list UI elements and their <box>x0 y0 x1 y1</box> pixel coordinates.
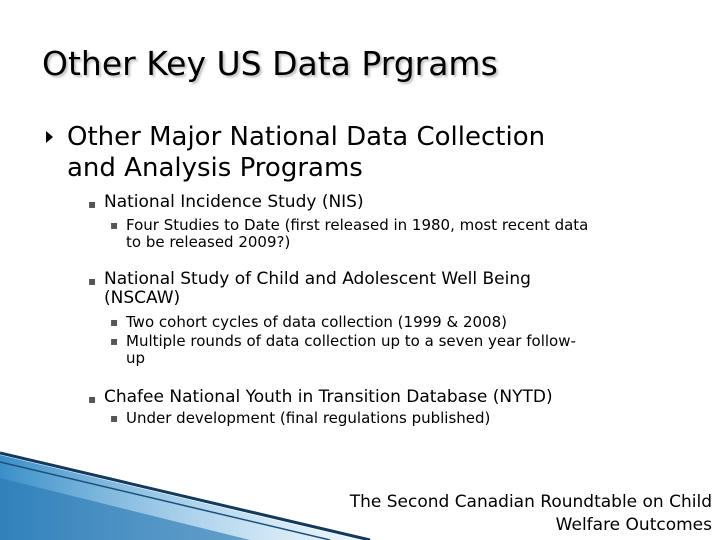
arrow-bullet-icon <box>46 131 53 143</box>
sub-bullet-nscaw <box>88 270 688 308</box>
item-line-2: up <box>126 349 146 367</box>
bullet-dot-icon: ▪ <box>88 274 97 288</box>
bullet-dot-icon: ▪ <box>88 197 97 211</box>
sub-bullet-nytd <box>88 388 688 407</box>
footer-line-2: Welfare Outcomes <box>555 515 712 535</box>
main-bullet-line-2: and Analysis Programs <box>67 153 363 183</box>
sub-sub-bullet-rounds <box>110 333 700 367</box>
item-text: Under development (final regulations published) <box>126 409 491 427</box>
bullet-dot-icon: ▪ <box>110 315 119 329</box>
item-line-2: to be released 2009?) <box>126 233 291 251</box>
sub-sub-bullet-under-development <box>110 410 700 427</box>
item-text: Two cohort cycles of data collection (1999 & 2008) <box>126 313 507 331</box>
slide-title: Other Key US Data Prgrams <box>42 44 498 83</box>
main-bullet <box>46 122 686 184</box>
sub-sub-bullet-cohort <box>110 314 700 331</box>
sub-bullet-line-2: (NSCAW) <box>104 288 181 308</box>
bullet-dot-icon: ▪ <box>110 334 119 348</box>
sub-bullet-label: Chafee National Youth in Transition Database (NYTD) <box>104 387 553 407</box>
main-bullet-line-1: Other Major National Data Collection <box>67 122 546 152</box>
item-line-1: Multiple rounds of data collection up to a seven year follow- <box>126 332 576 350</box>
bullet-dot-icon: ▪ <box>110 411 119 425</box>
bullet-dot-icon: ▪ <box>88 392 97 406</box>
sub-bullet-label: National Incidence Study (NIS) <box>104 192 364 212</box>
sub-bullet-nis <box>88 193 688 212</box>
bullet-dot-icon: ▪ <box>110 218 119 232</box>
sub-bullet-line-1: National Study of Child and Adolescent Well Being <box>104 269 531 289</box>
footer-line-1: The Second Canadian Roundtable on Child <box>349 492 712 512</box>
sub-sub-bullet-four-studies <box>110 217 700 251</box>
item-line-1: Four Studies to Date (first released in 1980, most recent data <box>126 216 589 234</box>
footer-caption <box>350 491 712 537</box>
